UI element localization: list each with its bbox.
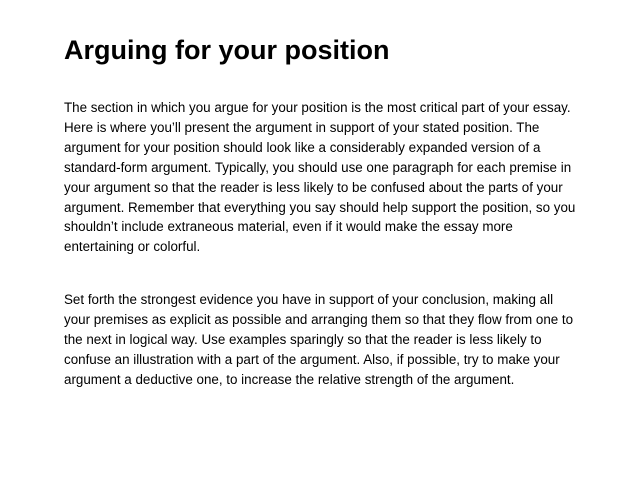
body-paragraph-1: The section in which you argue for your position is the most critical part of your essay. Here is where you’ll present the argument in support of your stated position. The argument for your position should look like a considerably expanded version of a standard-form argument. Typically, you should use one paragraph for each premise in your argument so that the reader is less likely to be confused about the parts of your argument. Remember that everything you say should help support the position, so you shouldn’t include extraneous material, even if it would make the essay more entertaining or colorful. <box>64 100 576 255</box>
slide-title: Arguing for your position <box>64 35 390 65</box>
body-paragraph-2: Set forth the strongest evidence you have in support of your conclusion, making all your premises as explicit as possible and arranging them so that they flow from one to the next in logical way. Use examples sparingly so that the reader is less likely to confuse an illustration with a part of the argument. Also, if possible, try to make your argument a deductive one, to increase the relative strength of the argument. <box>64 292 574 387</box>
